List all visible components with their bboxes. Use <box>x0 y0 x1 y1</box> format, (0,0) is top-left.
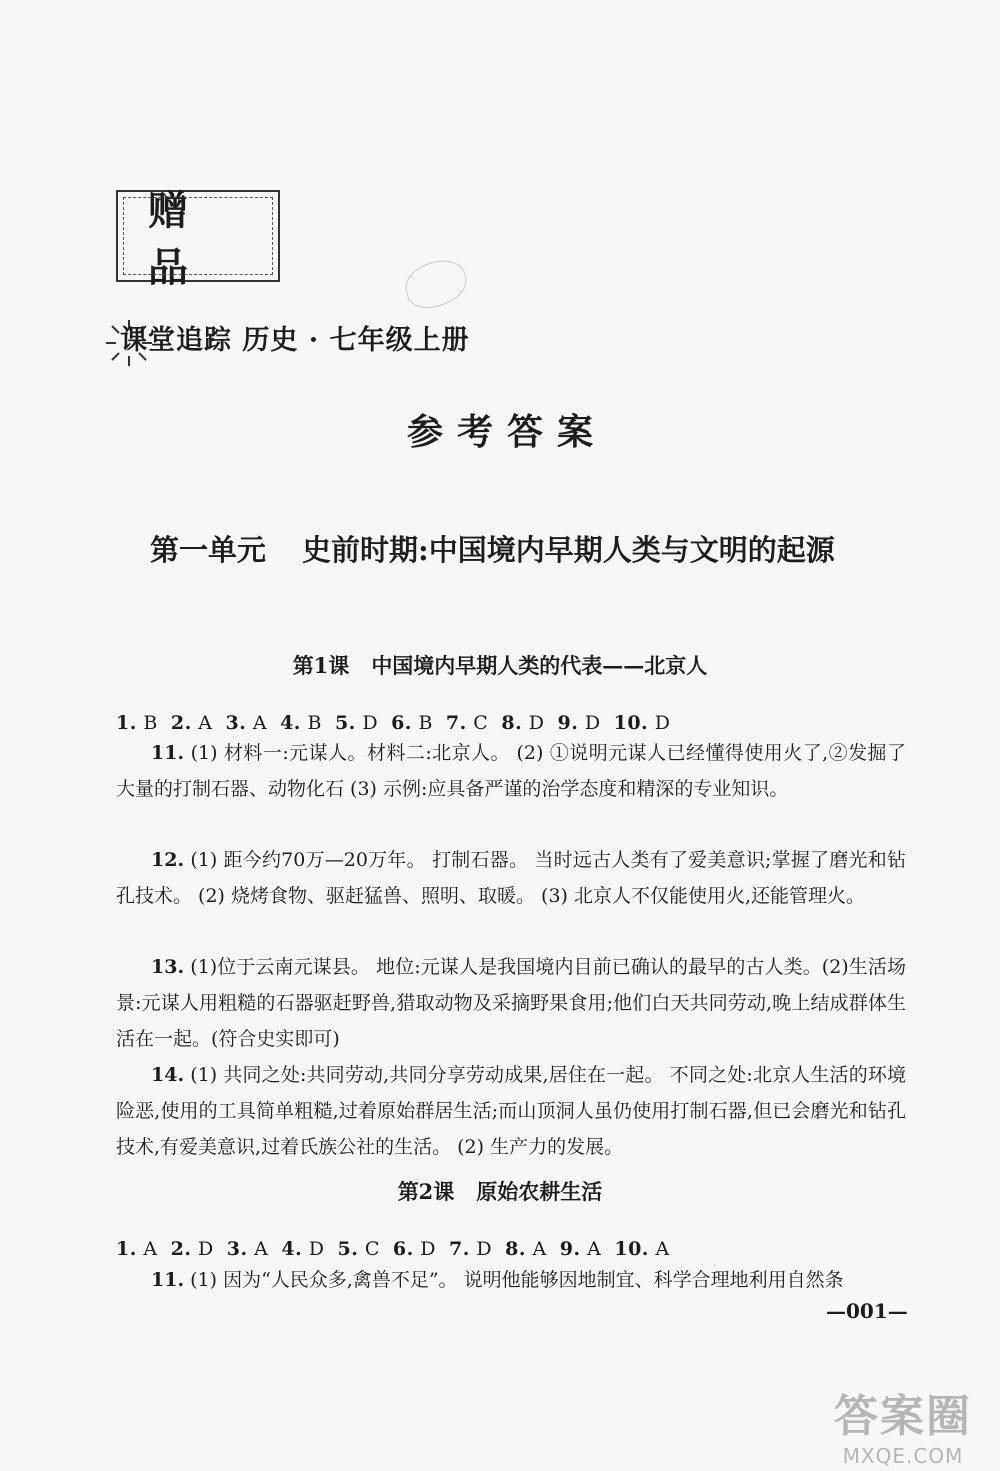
mc-answer-letter: D <box>302 1238 325 1260</box>
watermark-brand: 答案圈 <box>834 1391 972 1442</box>
mc-question-number: 3. <box>226 1238 248 1260</box>
mc-answer <box>171 1238 214 1260</box>
mc-answer-letter: B <box>136 712 158 734</box>
mc-question-number: 2. <box>170 712 192 734</box>
mc-question-number: 9. <box>559 1238 581 1260</box>
lesson2-number: 第2课 <box>397 1179 455 1204</box>
mc-question-number: 8. <box>501 712 523 734</box>
mc-question-number: 4. <box>280 712 301 734</box>
mc-question-number: 5. <box>337 1238 359 1260</box>
lesson1-q13 <box>116 949 906 1057</box>
q12-text: (1) 距今约70万—20万年。 打制石器。 当时远古人类有了爱美意识;掌握了磨光和钻孔技术。 (2) 烧烤食物、驱赶猛兽、照明、取暖。 (3) 北京人不仅能使用火,还能管理火。 <box>116 849 906 907</box>
q11-number: 11. <box>151 742 185 764</box>
q13-number: 13. <box>151 956 185 978</box>
l2-q11-text: (1) 因为“人民众多,禽兽不足”。 说明他能够因地制宜、科学合理地利用自然条 <box>190 1269 844 1291</box>
answers-title: 参考答案 <box>406 411 607 453</box>
mc-answer <box>337 1238 379 1260</box>
mc-question-number: 9. <box>557 712 579 734</box>
mc-answer-letter: A <box>191 712 213 734</box>
mc-answer <box>171 712 213 734</box>
mc-answer-letter: C <box>466 712 489 734</box>
mc-answer-letter: D <box>578 712 601 734</box>
q11-text: (1) 材料一:元谋人。材料二:北京人。 (2) ①说明元谋人已经懂得使用火了,②发掘了大量的打制石器、动物化石 (3) 示例:应具备严谨的治学态度和精深的专业知识。 <box>116 742 906 800</box>
mc-answer <box>391 712 433 734</box>
mc-answer <box>505 1238 547 1260</box>
mc-answer-letter: B <box>411 712 433 734</box>
mc-question-number: 10. <box>614 1238 649 1260</box>
mc-answer <box>227 1238 269 1260</box>
mc-question-number: 1. <box>116 1238 137 1260</box>
watermark <box>818 1380 988 1468</box>
mc-answer <box>280 712 322 734</box>
mc-answer-letter: D <box>355 712 379 734</box>
mc-question-number: 8. <box>505 1238 526 1260</box>
mc-question-number: 2. <box>170 1238 192 1260</box>
lesson1-number: 第1课 <box>292 653 350 678</box>
lesson2-title <box>0 1176 1000 1206</box>
mc-answer <box>449 1238 492 1260</box>
mc-question-number: 6. <box>392 1238 414 1260</box>
mc-answer-letter: A <box>246 712 268 734</box>
lesson2-name: 原始农耕生活 <box>476 1179 603 1204</box>
mc-question-number: 5. <box>334 712 356 734</box>
mc-answer-letter: D <box>413 1238 437 1260</box>
page-number: —001— <box>826 1299 908 1323</box>
mc-answer <box>225 712 267 734</box>
mc-answer-letter: D <box>648 712 671 734</box>
lesson1-mc-answers <box>116 712 683 734</box>
mc-question-number: 7. <box>445 712 467 734</box>
q14-number: 14. <box>151 1064 185 1086</box>
mc-question-number: 7. <box>449 1238 470 1260</box>
mc-question-number: 6. <box>391 712 412 734</box>
mc-answer <box>501 712 544 734</box>
mc-question-number: 4. <box>281 1238 303 1260</box>
mc-answer <box>614 1238 669 1260</box>
watermark-url: MXQE.COM <box>842 1444 964 1468</box>
q12-number: 12. <box>151 849 185 871</box>
mc-answer-letter: A <box>136 1238 158 1260</box>
mc-question-number: 1. <box>116 712 137 734</box>
mc-question-number: 3. <box>225 712 247 734</box>
q13-text: (1)位于云南元谋县。 地位:元谋人是我国境内目前已确认的最早的古人类。(2)生活场景:元谋人用粗糙的石器驱赶野兽,猎取动物及采摘野果食用;他们白天共同劳动,晚上结成群体生活在一起。(符合史实即可) <box>116 956 906 1050</box>
gift-label: 赠 品 <box>148 187 218 291</box>
mc-answer <box>614 712 671 734</box>
lesson1-q12 <box>116 842 906 914</box>
lesson1-name: 中国境内早期人类的代表——北京人 <box>371 653 708 678</box>
unit-name: 史前时期:中国境内早期人类与文明的起源 <box>302 533 835 567</box>
mc-answer <box>335 712 378 734</box>
lesson1-q14 <box>116 1057 906 1165</box>
stamp-mark <box>400 255 471 314</box>
mc-answer-letter: D <box>469 1238 493 1260</box>
mc-answer-letter: C <box>358 1238 380 1260</box>
unit-number: 第一单元 <box>150 533 267 567</box>
mc-answer <box>557 712 600 734</box>
lesson1-title <box>0 650 1000 680</box>
mc-answer-letter: A <box>525 1238 547 1260</box>
mc-answer <box>393 1238 436 1260</box>
lesson1-q11 <box>116 735 906 807</box>
mc-answer <box>116 1238 158 1260</box>
mc-answer <box>560 1238 602 1260</box>
unit-title <box>150 528 835 569</box>
mc-answer <box>446 712 488 734</box>
gift-label-box <box>116 187 280 291</box>
q14-text: (1) 共同之处:共同劳动,共同分享劳动成果,居住在一起。 不同之处:北京人生活的环境险恶,使用的工具简单粗糙,过着原始群居生活;而山顶洞人虽仍使用打制石器,但已会磨光和钻孔技术,有爱美意识,过着氏族公社的生活。 (2) 生产力的发展。 <box>116 1064 906 1158</box>
mc-answer-letter: B <box>300 712 322 734</box>
mc-answer-letter: D <box>191 1238 214 1260</box>
book-title: 课堂追踪 历史 · 七年级上册 <box>120 325 470 356</box>
mc-answer <box>116 712 158 734</box>
lesson2-mc-answers <box>116 1238 683 1260</box>
mc-answer-letter: A <box>580 1238 602 1260</box>
l2-q11-number: 11. <box>151 1269 185 1291</box>
mc-answer <box>281 1238 324 1260</box>
mc-answer-letter: A <box>648 1238 670 1260</box>
lesson2-q11 <box>116 1262 906 1298</box>
mc-question-number: 10. <box>613 712 649 734</box>
mc-answer-letter: D <box>522 712 545 734</box>
mc-answer-letter: A <box>247 1238 269 1260</box>
